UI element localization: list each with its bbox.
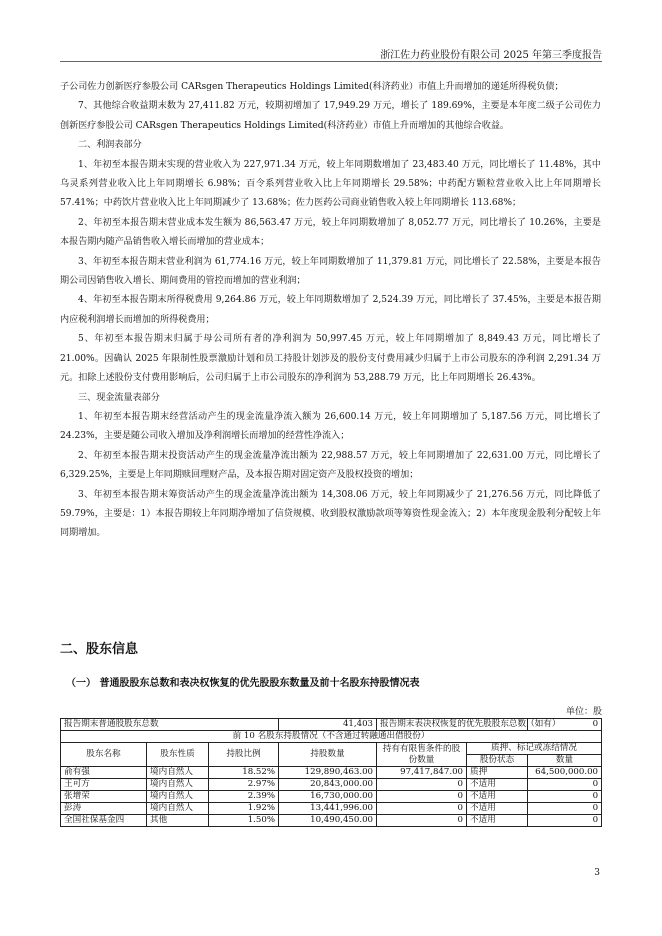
paragraph: 1、年初至本报告期末实现的营业收入为 227,971.34 万元，较上年同期数增加了 23,483.40 万元，同比增长了 11.48%，其中乌灵系列营业收入比上年同期增长 6.98%；百令系列营业收入比上年同期增长 29.58%；中药配方颗粒营业收入比上年同期增长 57.41%；中药饮片营业收入比上年同期减少了 13.68%；佐力医药公司商业销售收入较上年同期增长 113.68%； (60, 159, 601, 209)
col-header-ratio: 持股比例 (209, 743, 279, 767)
section-title: 二、股东信息 (60, 642, 139, 657)
cell-pledge-qty: 0 (528, 779, 602, 791)
cell-nature: 境内自然人 (147, 791, 209, 803)
cell-nature: 境内自然人 (147, 767, 209, 779)
cell-name: 王可方 (61, 779, 147, 791)
caption-row (61, 731, 602, 743)
cell-pledge-qty: 0 (528, 815, 602, 827)
table-row (61, 815, 602, 827)
col-header-restricted: 持有有限售条件的股份数量 (377, 743, 467, 767)
cell-status: 不适用 (467, 779, 528, 791)
paragraph: 4、年初至本报告期末所得税费用 9,264.86 万元，较上年同期数增加了 2,524.39 万元，同比增长了 37.45%，主要是本报告期内应税利润增长而增加的所得税费用； (60, 295, 601, 325)
cell-status: 不适用 (467, 791, 528, 803)
header-divider (60, 61, 602, 62)
cell-ratio: 2.97% (209, 779, 279, 791)
cell-pledge-qty: 0 (528, 803, 602, 815)
shareholder-table (60, 718, 602, 827)
cell-name: 全国社保基金四 (61, 815, 147, 827)
summary-row (61, 719, 602, 731)
cell-restricted: 97,417,847.00 (377, 767, 467, 779)
paragraph: 3、年初至本报告期末筹资活动产生的现金流量净流出额为 14,308.06 万元，较上年同期减少了 21,276.56 万元，同比降低了 59.79%，主要是：1）本报告期较上年同期净增加了信贷规模、收到股权激励款项等筹资性现金流入；2）本年度现金股利分配较上年同期增加。 (60, 489, 601, 539)
unit-label: 单位：股 (565, 707, 602, 717)
cell-status: 质押 (467, 767, 528, 779)
paragraph: 2、年初至本报告期末投资活动产生的现金流量净流出额为 22,988.57 万元，较上年同期增加了 22,631.00 万元，同比增长了 6,329.25%，主要是上年同期赎回理财产品，及本报告期对固定资产及股权投资的增加； (60, 450, 601, 481)
table-row (61, 779, 602, 791)
col-header-qty: 持股数量 (279, 743, 377, 767)
col-header-pledge-group: 质押、标记或冻结情况 (467, 743, 602, 755)
body-text (60, 78, 601, 544)
cell-restricted: 0 (377, 779, 467, 791)
subsection-title: （一） 普通股股东总数和表决权恢复的优先股股东数量及前十名股东持股情况表 (66, 678, 420, 689)
table-row (61, 803, 602, 815)
cell-name: 俞有强 (61, 767, 147, 779)
page-number: 3 (594, 868, 600, 878)
summary-right-label: 报告期末表决权恢复的优先股股东总数（如有） (377, 719, 528, 731)
cell-qty: 10,490,450.00 (279, 815, 377, 827)
cell-ratio: 18.52% (209, 767, 279, 779)
cell-nature: 境内自然人 (147, 779, 209, 791)
summary-right-value: 0 (528, 719, 602, 731)
cell-pledge-qty: 64,500,000.00 (528, 767, 602, 779)
cell-name: 彭涛 (61, 803, 147, 815)
paragraph: 7、其他综合收益期末数为 27,411.82 万元，较期初增加了 17,949.29 万元，增长了 189.69%，主要是本年度二级子公司佐力创新医疗参股公司 CARsgen Therapeutics Holdings Limited(科济药业）市值上升而增加的其他综合收益。 (60, 101, 601, 131)
cell-qty: 13,441,996.00 (279, 803, 377, 815)
summary-left-value: 41,403 (279, 719, 377, 731)
cell-restricted: 0 (377, 803, 467, 815)
paragraph: 1、年初至本报告期末经营活动产生的现金流量净流入额为 26,600.14 万元，较上年同期增加了 5,187.56 万元，同比增长了 24.23%，主要是随公司收入增加及净利润增长而增加的经营性净流入； (60, 411, 601, 442)
cell-restricted: 0 (377, 815, 467, 827)
cell-qty: 20,843,000.00 (279, 779, 377, 791)
table-row (61, 767, 602, 779)
table-row (61, 791, 602, 803)
cell-nature: 其他 (147, 815, 209, 827)
cell-ratio: 2.39% (209, 791, 279, 803)
paragraph: 3、年初至本报告期末营业利润为 61,774.16 万元，较上年同期数增加了 11,379.81 万元，同比增长了 22.58%，主要是本报告期公司因销售收入增长、期间费用的管控而增加的营业利润； (60, 256, 601, 287)
paragraph: 子公司佐力创新医疗参股公司 CARsgen Therapeutics Holdings Limited(科济药业）市值上升而增加的递延所得税负债； (60, 82, 564, 92)
col-header-nature: 股东性质 (147, 743, 209, 767)
cell-status: 不适用 (467, 803, 528, 815)
col-header-name: 股东名称 (61, 743, 147, 767)
report-header: 浙江佐力药业股份有限公司 2025 年第三季度报告 (380, 50, 602, 61)
paragraph: 2、年初至本报告期末营业成本发生额为 86,563.47 万元，较上年同期数增加了 8,052.77 万元，同比增长了 10.26%，主要是本报告期内随产品销售收入增长而增加的营业成本； (60, 217, 601, 248)
cell-name: 张增荣 (61, 791, 147, 803)
header-row (61, 743, 602, 755)
cell-nature: 境内自然人 (147, 803, 209, 815)
paragraph: 5、年初至本报告期末归属于母公司所有者的净利润为 50,997.45 万元，较上年同期增加了 8,849.43 万元，同比增长了 21.00%。因确认 2025 年限制性股票激励计划和员工持股计划涉及的股份支付费用减少归属于上市公司股东的净利润 2,291.34 万元。扣除上述股份支付费用影响后，公司归属于上市公司股东的净利润为 53,288.79 万元，比上年同期增长 26.43%。 (60, 334, 601, 384)
section-heading: 三、现金流量表部分 (78, 392, 160, 403)
cell-pledge-qty: 0 (528, 791, 602, 803)
cell-restricted: 0 (377, 791, 467, 803)
cell-qty: 129,890,463.00 (279, 767, 377, 779)
top10-caption: 前 10 名股东持股情况（不含通过转融通出借股份） (61, 731, 602, 743)
cell-status: 不适用 (467, 815, 528, 827)
summary-left-label: 报告期末普通股股东总数 (61, 719, 279, 731)
cell-ratio: 1.92% (209, 803, 279, 815)
col-header-pledge-status: 股份状态 (467, 755, 528, 767)
cell-qty: 16,730,000.00 (279, 791, 377, 803)
section-heading: 二、利润表部分 (78, 140, 142, 151)
col-header-pledge-qty: 数量 (528, 755, 602, 767)
cell-ratio: 1.50% (209, 815, 279, 827)
